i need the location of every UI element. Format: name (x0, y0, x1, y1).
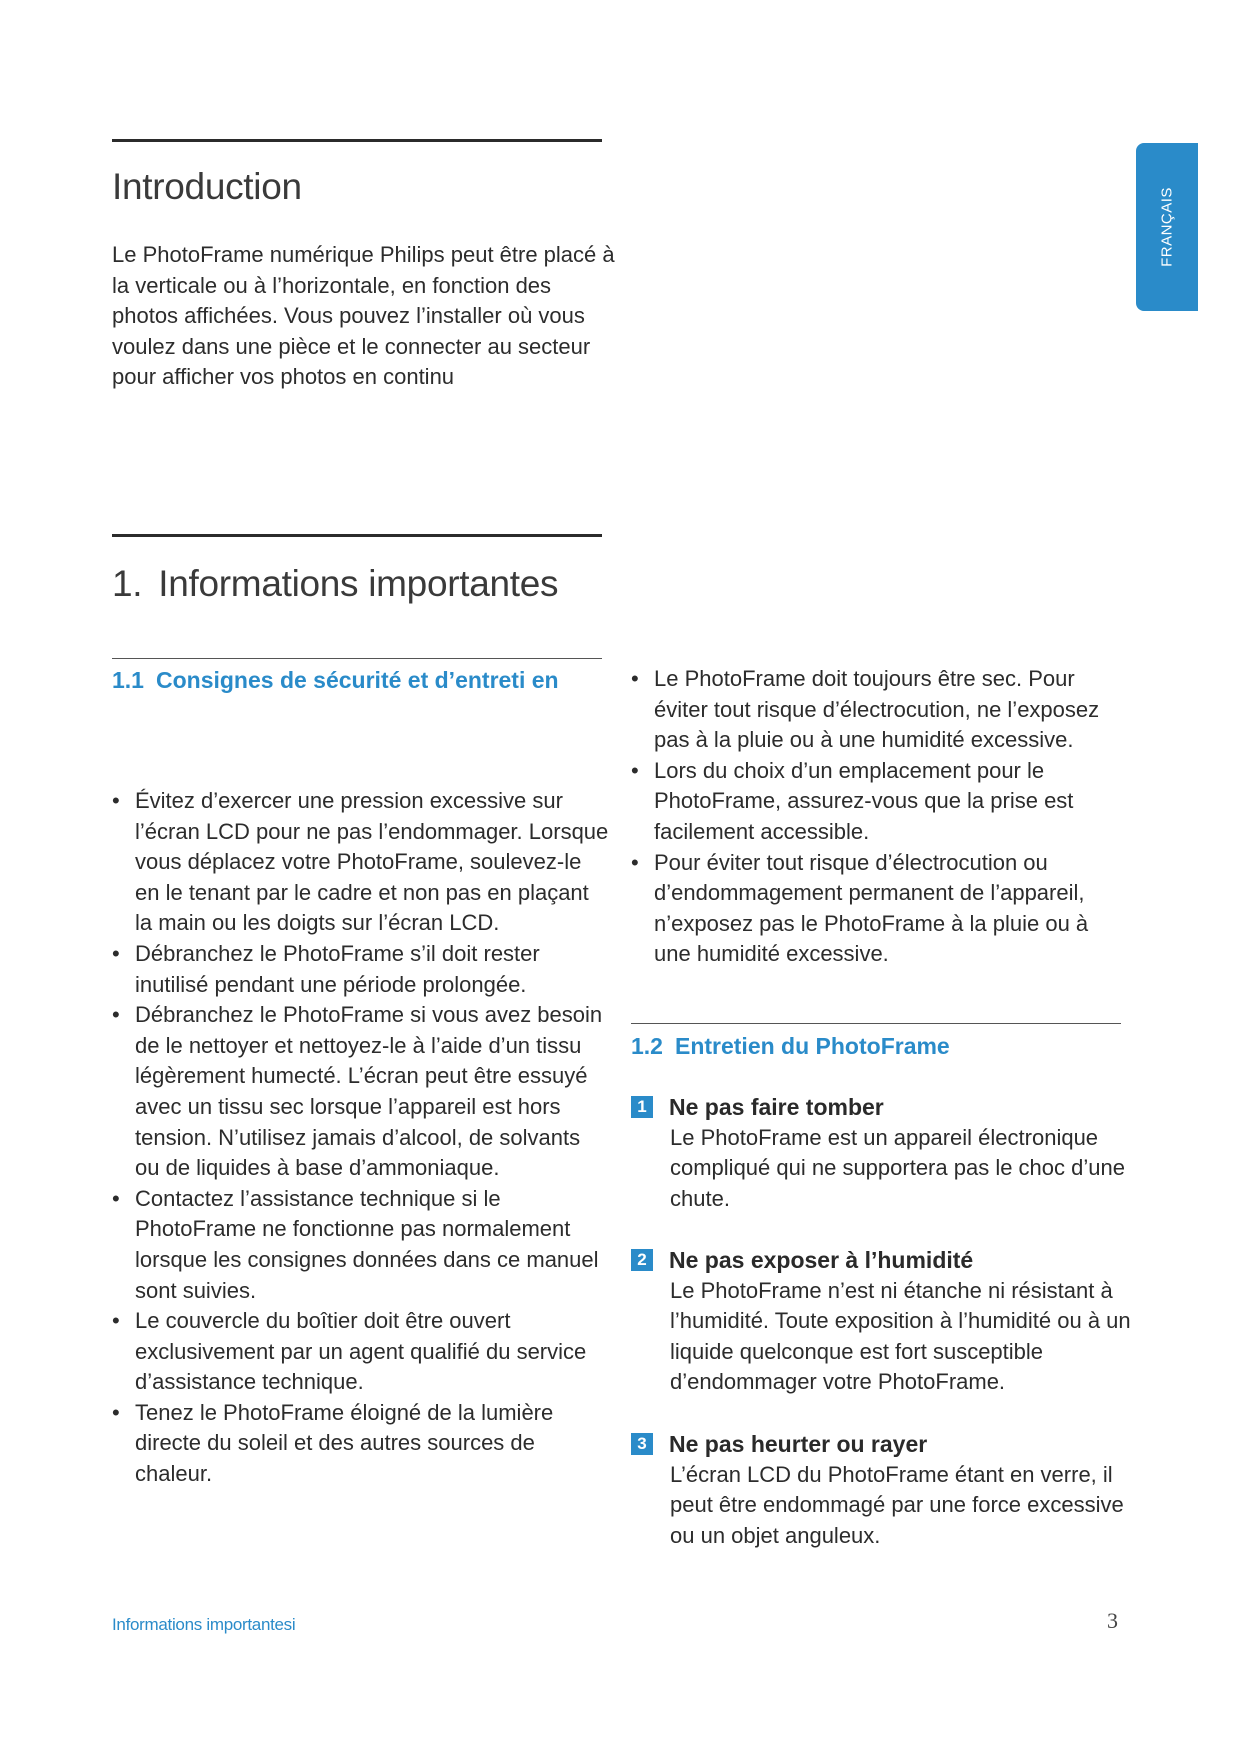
list-item: • Tenez le PhotoFrame éloigné de la lumière directe du soleil et des autres sources de chaleur. (112, 1398, 610, 1490)
language-tab-label: FRANÇAIS (1158, 187, 1176, 267)
footer-section-label: Informations importantesi (112, 1615, 296, 1634)
care-tip-2 (631, 1245, 1131, 1398)
section-1-1-number: 1.1 (112, 667, 144, 693)
tip-title: Ne pas exposer à l’humidité (669, 1247, 974, 1273)
page-number: 3 (1107, 1608, 1118, 1633)
list-item: • Évitez d’exercer une pression excessive sur l’écran LCD pour ne pas l’endommager. Lorsque vous déplacez votre PhotoFrame, soulevez-le en le tenant par le cadre et non pas en plaçant la main ou les doigts sur l’écran LCD. (112, 786, 610, 939)
chapter-title (112, 563, 558, 605)
introduction-title: Introduction (112, 166, 302, 207)
section-1-1-title (112, 665, 582, 696)
section-1-2-title (631, 1031, 1121, 1062)
language-tab (1136, 143, 1198, 311)
introduction-rule (112, 139, 602, 142)
tip-number-badge: 2 (631, 1249, 653, 1271)
list-item: • Contactez l’assistance technique si le PhotoFrame ne fonctionne pas normalement lorsque les consignes données dans ce manuel sont suivies. (112, 1184, 610, 1306)
chapter-title-text: Informations importantes (158, 563, 559, 604)
tip-text: Le PhotoFrame n’est ni étanche ni résistant à l’humidité. Toute exposition à l’humidité ou à un liquide quelconque est fort susceptible d’endommager votre PhotoFrame. (670, 1277, 1131, 1395)
tip-title: Ne pas heurter ou rayer (669, 1431, 928, 1457)
tip-number-badge: 3 (631, 1433, 653, 1455)
list-item: • Le PhotoFrame doit toujours être sec. Pour éviter tout risque d’électrocution, ne l’exposez pas à la pluie ou à une humidité excessive. (631, 664, 1121, 756)
chapter-rule (112, 534, 602, 537)
care-tip-1 (631, 1092, 1131, 1214)
safety-list-left (112, 786, 610, 1490)
section-1-2-rule (631, 1023, 1121, 1024)
list-item: • Débranchez le PhotoFrame s’il doit rester inutilisé pendant une période prolongée. (112, 939, 610, 1000)
section-1-1-rule (112, 658, 602, 659)
list-item: • Pour éviter tout risque d’électrocution ou d’endommagement permanent de l’appareil, n’exposez pas le PhotoFrame à la pluie ou à une humidité excessive. (631, 848, 1121, 970)
care-tip-3 (631, 1429, 1131, 1551)
safety-list-right (631, 664, 1121, 970)
list-item: • Débranchez le PhotoFrame si vous avez besoin de le nettoyer et nettoyez-le à l’aide d’un tissu légèrement humecté. L’écran peut être essuyé avec un tissu sec lorsque l’appareil est hors tension. N’utilisez jamais d’alcool, de solvants ou de liquides à base d’ammoniaque. (112, 1000, 610, 1184)
list-item: • Lors du choix d’un emplacement pour le PhotoFrame, assurez-vous que la prise est facilement accessible. (631, 756, 1121, 848)
section-1-2-title-text: Entretien du PhotoFrame (674, 1033, 950, 1059)
chapter-number: 1. (112, 563, 143, 604)
tip-text: Le PhotoFrame est un appareil électronique compliqué qui ne supportera pas le choc d’une chute. (670, 1124, 1125, 1211)
section-1-2-number: 1.2 (631, 1033, 663, 1059)
section-1-1-title-text: Consignes de sécurité et d’entreti en (155, 667, 559, 693)
tip-text: L’écran LCD du PhotoFrame étant en verre, il peut être endommagé par une force excessive ou un objet anguleux. (670, 1461, 1124, 1548)
list-item: • Le couvercle du boîtier doit être ouvert exclusivement par un agent qualifié du service d’assistance technique. (112, 1306, 610, 1398)
tip-number-badge: 1 (631, 1096, 653, 1118)
tip-title: Ne pas faire tomber (669, 1094, 884, 1120)
introduction-text: Le PhotoFrame numérique Philips peut être placé à la verticale ou à l’horizontale, en fonction des photos affichées. Vous pouvez l’installer où vous voulez dans une pièce et le connecter au secteur pour afficher vos photos en continu (112, 242, 615, 390)
